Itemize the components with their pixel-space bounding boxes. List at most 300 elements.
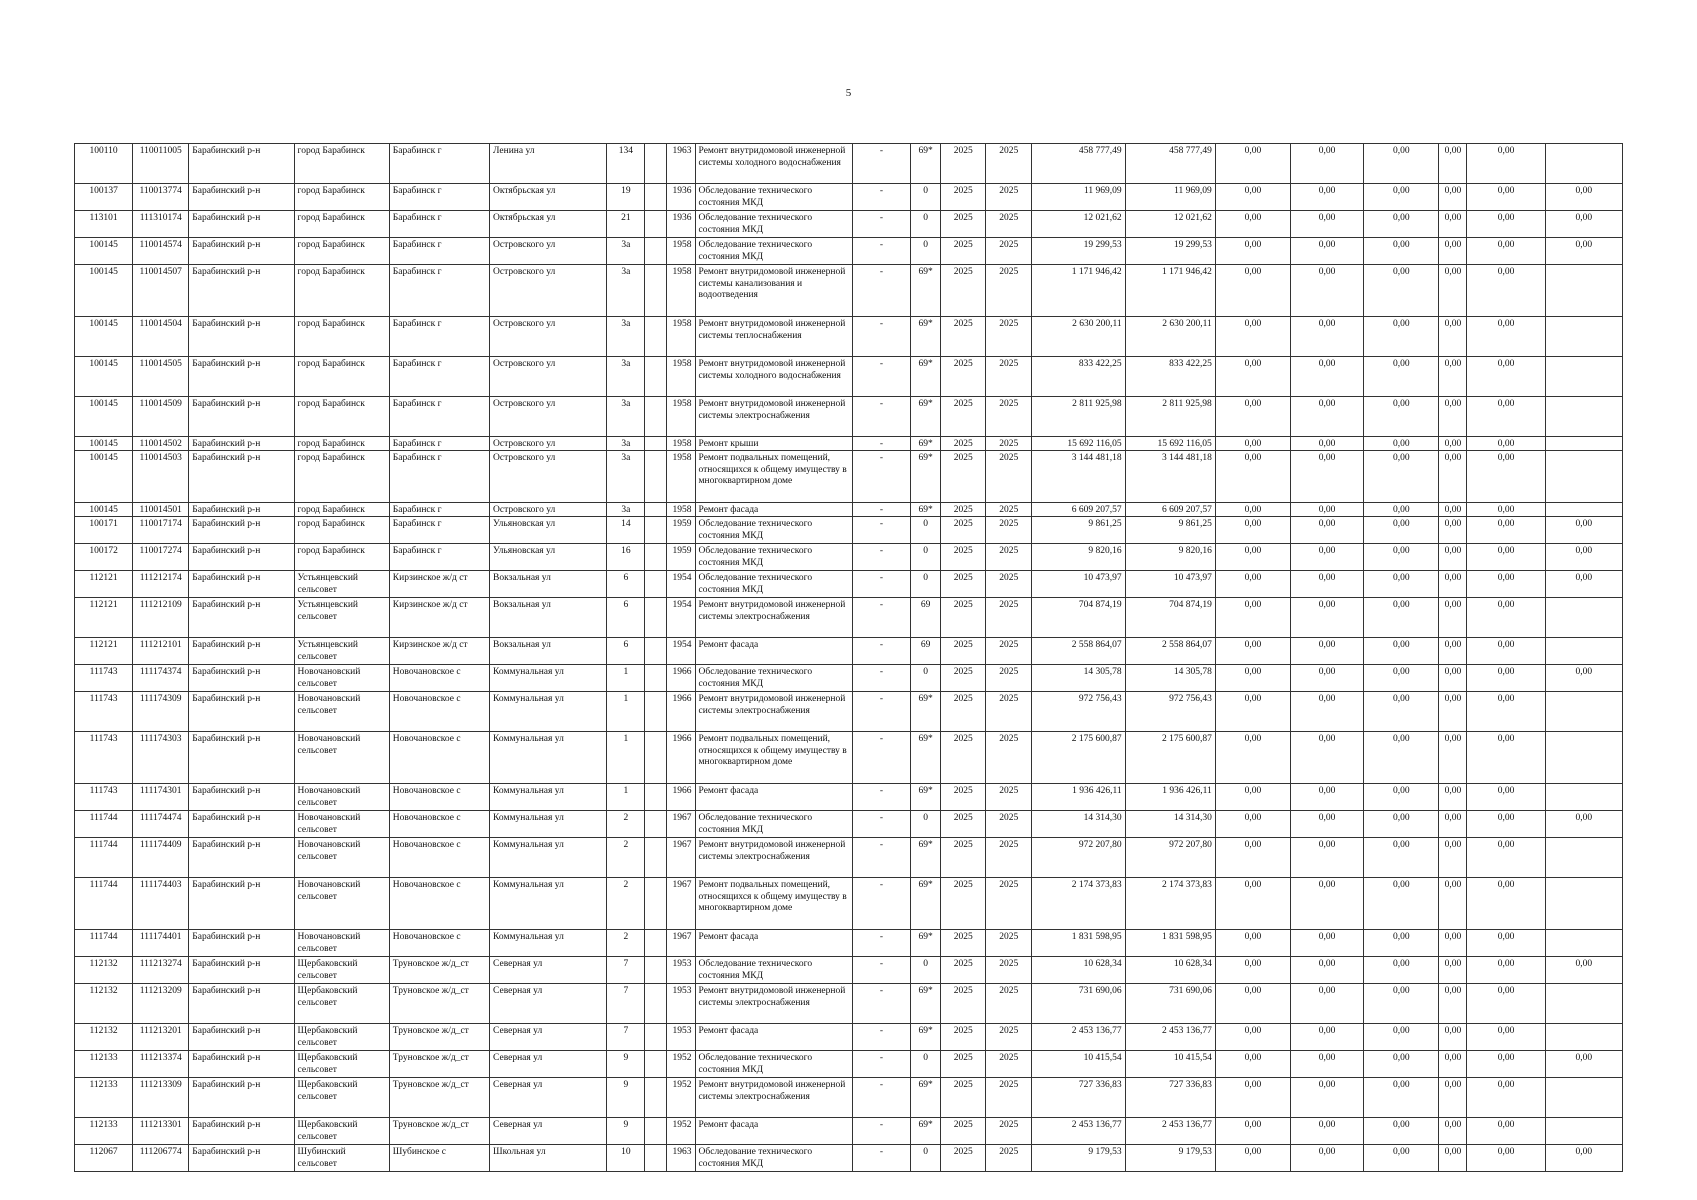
cell-building [645,1051,667,1078]
cell-empty-marker: - [852,1118,910,1145]
cell-municipality: Новочановский сельсовет [294,838,389,878]
cell-other-amount: 0,00 [1467,957,1545,984]
cell-district: Барабинский р-н [189,598,294,638]
cell-local-amount: 0,00 [1364,878,1439,930]
cell-federal-amount: 0,00 [1215,1024,1290,1051]
cell-house-number: 6 [607,638,645,665]
table-row [75,265,1623,317]
cell-empty-marker: - [852,437,910,451]
cell-house-number: 2 [607,930,645,957]
cell-fund-amount: 2 453 136,77 [1125,1024,1215,1051]
cell-owners-amount: 0,00 [1439,638,1467,665]
cell-work-id: 110017174 [133,517,189,544]
cell-district: Барабинский р-н [189,265,294,317]
cell-total-cost: 2 453 136,77 [1032,1024,1125,1051]
cell-house-number: 9 [607,1078,645,1118]
cell-house-number: 1 [607,665,645,692]
cell-object-id: 100110 [75,144,133,184]
cell-other-amount: 0,00 [1467,811,1545,838]
table-row [75,878,1623,930]
table-row [75,1024,1623,1051]
cell-municipality: Новочановский сельсовет [294,930,389,957]
cell-object-id: 100145 [75,265,133,317]
cell-municipality: Новочановский сельсовет [294,811,389,838]
cell-building [645,838,667,878]
cell-federal-amount: 0,00 [1215,692,1290,732]
cell-municipality: Устьянцевский сельсовет [294,598,389,638]
cell-owners-amount: 0,00 [1439,571,1467,598]
cell-local-amount: 0,00 [1364,144,1439,184]
cell-empty-marker: - [852,732,910,784]
cell-total-cost: 3 144 481,18 [1032,451,1125,503]
cell-year-end: 2025 [986,1078,1032,1118]
cell-municipality: Щербаковский сельсовет [294,984,389,1024]
cell-house-number: 1 [607,784,645,811]
table-row [75,811,1623,838]
cell-street: Коммунальная ул [490,930,607,957]
cell-year-start: 2025 [941,692,986,732]
cell-house-number: 3а [607,397,645,437]
cell-wear-percent: 69* [911,317,941,357]
cell-object-id: 112121 [75,638,133,665]
cell-regional-amount: 0,00 [1291,784,1364,811]
cell-work-type: Обследование технического состояния МКД [695,211,852,238]
cell-empty-marker: - [852,1078,910,1118]
cell-federal-amount: 0,00 [1215,957,1290,984]
cell-extra-amount [1545,357,1622,397]
cell-federal-amount: 0,00 [1215,144,1290,184]
cell-object-id: 112132 [75,1024,133,1051]
cell-district: Барабинский р-н [189,317,294,357]
cell-object-id: 112133 [75,1051,133,1078]
cell-settlement: Барабинск г [389,357,489,397]
cell-fund-amount: 19 299,53 [1125,238,1215,265]
cell-other-amount: 0,00 [1467,184,1545,211]
cell-other-amount: 0,00 [1467,732,1545,784]
cell-district: Барабинский р-н [189,1051,294,1078]
cell-street: Островского ул [490,317,607,357]
cell-regional-amount: 0,00 [1291,437,1364,451]
cell-work-type: Обследование технического состояния МКД [695,544,852,571]
cell-federal-amount: 0,00 [1215,503,1290,517]
cell-other-amount: 0,00 [1467,692,1545,732]
cell-district: Барабинский р-н [189,638,294,665]
cell-owners-amount: 0,00 [1439,1118,1467,1145]
cell-extra-amount [1545,692,1622,732]
cell-other-amount: 0,00 [1467,317,1545,357]
cell-year-end: 2025 [986,598,1032,638]
cell-street: Октябрьская ул [490,211,607,238]
cell-other-amount: 0,00 [1467,784,1545,811]
cell-work-id: 111174374 [133,665,189,692]
cell-municipality: город Барабинск [294,397,389,437]
cell-wear-percent: 69* [911,1024,941,1051]
cell-house-number: 19 [607,184,645,211]
cell-object-id: 111744 [75,838,133,878]
cell-settlement: Новочановское с [389,811,489,838]
cell-work-type: Обследование технического состояния МКД [695,238,852,265]
cell-year-end: 2025 [986,1051,1032,1078]
cell-year-built: 1936 [667,184,695,211]
cell-street: Октябрьская ул [490,184,607,211]
page-number: 5 [845,87,852,99]
cell-street: Вокзальная ул [490,571,607,598]
cell-work-type: Обследование технического состояния МКД [695,517,852,544]
cell-year-built: 1958 [667,317,695,357]
cell-year-built: 1967 [667,878,695,930]
cell-extra-amount: 0,00 [1545,571,1622,598]
cell-year-end: 2025 [986,1145,1032,1172]
cell-owners-amount: 0,00 [1439,437,1467,451]
cell-federal-amount: 0,00 [1215,878,1290,930]
cell-local-amount: 0,00 [1364,451,1439,503]
cell-work-id: 111310174 [133,211,189,238]
cell-regional-amount: 0,00 [1291,838,1364,878]
cell-fund-amount: 2 174 373,83 [1125,878,1215,930]
cell-house-number: 2 [607,838,645,878]
cell-settlement: Труновское ж/д_ст [389,1024,489,1051]
cell-municipality: город Барабинск [294,317,389,357]
cell-wear-percent: 0 [911,517,941,544]
cell-year-end: 2025 [986,184,1032,211]
cell-building [645,317,667,357]
cell-empty-marker: - [852,571,910,598]
cell-owners-amount: 0,00 [1439,238,1467,265]
cell-settlement: Шубинское с [389,1145,489,1172]
cell-total-cost: 10 473,97 [1032,571,1125,598]
cell-street: Островского ул [490,503,607,517]
cell-federal-amount: 0,00 [1215,357,1290,397]
cell-local-amount: 0,00 [1364,984,1439,1024]
cell-owners-amount: 0,00 [1439,211,1467,238]
cell-work-id: 110014505 [133,357,189,397]
cell-wear-percent: 0 [911,211,941,238]
table-row [75,144,1623,184]
cell-district: Барабинский р-н [189,665,294,692]
cell-fund-amount: 704 874,19 [1125,598,1215,638]
cell-district: Барабинский р-н [189,732,294,784]
cell-federal-amount: 0,00 [1215,1078,1290,1118]
cell-empty-marker: - [852,838,910,878]
cell-extra-amount: 0,00 [1545,665,1622,692]
cell-fund-amount: 727 336,83 [1125,1078,1215,1118]
cell-municipality: город Барабинск [294,211,389,238]
cell-other-amount: 0,00 [1467,211,1545,238]
cell-work-type: Ремонт фасада [695,503,852,517]
cell-total-cost: 2 453 136,77 [1032,1118,1125,1145]
cell-extra-amount [1545,1024,1622,1051]
cell-extra-amount: 0,00 [1545,957,1622,984]
cell-wear-percent: 0 [911,544,941,571]
cell-work-type: Ремонт внутридомовой инженерной системы электроснабжения [695,397,852,437]
cell-municipality: город Барабинск [294,437,389,451]
cell-empty-marker: - [852,265,910,317]
cell-building [645,930,667,957]
cell-street: Коммунальная ул [490,784,607,811]
cell-wear-percent: 69* [911,357,941,397]
cell-building [645,451,667,503]
cell-building [645,397,667,437]
cell-extra-amount [1545,503,1622,517]
cell-settlement: Новочановское с [389,784,489,811]
cell-year-built: 1958 [667,265,695,317]
cell-district: Барабинский р-н [189,184,294,211]
cell-federal-amount: 0,00 [1215,1051,1290,1078]
cell-house-number: 3а [607,238,645,265]
cell-wear-percent: 69* [911,1118,941,1145]
cell-work-id: 110014504 [133,317,189,357]
cell-work-type: Обследование технического состояния МКД [695,957,852,984]
cell-street: Северная ул [490,1024,607,1051]
cell-regional-amount: 0,00 [1291,692,1364,732]
cell-year-start: 2025 [941,397,986,437]
cell-fund-amount: 972 756,43 [1125,692,1215,732]
cell-building [645,1078,667,1118]
cell-empty-marker: - [852,811,910,838]
cell-street: Северная ул [490,1051,607,1078]
cell-municipality: Щербаковский сельсовет [294,957,389,984]
table-row [75,1078,1623,1118]
cell-empty-marker: - [852,517,910,544]
cell-year-start: 2025 [941,451,986,503]
cell-regional-amount: 0,00 [1291,638,1364,665]
cell-federal-amount: 0,00 [1215,544,1290,571]
cell-district: Барабинский р-н [189,692,294,732]
cell-wear-percent: 0 [911,1051,941,1078]
cell-building [645,144,667,184]
cell-federal-amount: 0,00 [1215,317,1290,357]
cell-object-id: 112121 [75,598,133,638]
cell-building [645,638,667,665]
cell-street: Коммунальная ул [490,838,607,878]
cell-other-amount: 0,00 [1467,930,1545,957]
cell-house-number: 3а [607,451,645,503]
cell-fund-amount: 15 692 116,05 [1125,437,1215,451]
cell-work-type: Ремонт подвальных помещений, относящихся к общему имуществу в многоквартирном доме [695,732,852,784]
cell-district: Барабинский р-н [189,544,294,571]
cell-other-amount: 0,00 [1467,1145,1545,1172]
cell-other-amount: 0,00 [1467,665,1545,692]
table-row [75,984,1623,1024]
cell-object-id: 112133 [75,1078,133,1118]
cell-local-amount: 0,00 [1364,397,1439,437]
cell-street: Коммунальная ул [490,665,607,692]
cell-local-amount: 0,00 [1364,784,1439,811]
cell-extra-amount: 0,00 [1545,544,1622,571]
cell-total-cost: 10 628,34 [1032,957,1125,984]
cell-street: Островского ул [490,265,607,317]
cell-work-id: 111174409 [133,838,189,878]
cell-municipality: город Барабинск [294,184,389,211]
cell-work-id: 110013774 [133,184,189,211]
cell-regional-amount: 0,00 [1291,544,1364,571]
cell-local-amount: 0,00 [1364,503,1439,517]
cell-fund-amount: 9 820,16 [1125,544,1215,571]
cell-year-built: 1958 [667,503,695,517]
cell-year-built: 1963 [667,144,695,184]
cell-municipality: город Барабинск [294,357,389,397]
cell-wear-percent: 69 [911,598,941,638]
cell-object-id: 100145 [75,357,133,397]
cell-object-id: 111743 [75,732,133,784]
cell-total-cost: 9 820,16 [1032,544,1125,571]
cell-district: Барабинский р-н [189,357,294,397]
cell-street: Островского ул [490,451,607,503]
cell-work-id: 110014574 [133,238,189,265]
cell-building [645,732,667,784]
cell-street: Ульяновская ул [490,517,607,544]
cell-regional-amount: 0,00 [1291,451,1364,503]
cell-federal-amount: 0,00 [1215,784,1290,811]
cell-wear-percent: 69* [911,984,941,1024]
cell-local-amount: 0,00 [1364,692,1439,732]
cell-house-number: 14 [607,517,645,544]
cell-local-amount: 0,00 [1364,317,1439,357]
cell-work-type: Ремонт фасада [695,638,852,665]
cell-other-amount: 0,00 [1467,144,1545,184]
cell-extra-amount [1545,397,1622,437]
cell-empty-marker: - [852,598,910,638]
cell-extra-amount [1545,317,1622,357]
cell-wear-percent: 69* [911,397,941,437]
cell-work-id: 111174474 [133,811,189,838]
cell-federal-amount: 0,00 [1215,930,1290,957]
cell-district: Барабинский р-н [189,144,294,184]
cell-empty-marker: - [852,984,910,1024]
cell-wear-percent: 69* [911,1078,941,1118]
table-row [75,357,1623,397]
table-row [75,784,1623,811]
cell-house-number: 9 [607,1051,645,1078]
cell-local-amount: 0,00 [1364,1024,1439,1051]
cell-street: Северная ул [490,1118,607,1145]
cell-year-built: 1952 [667,1051,695,1078]
cell-district: Барабинский р-н [189,838,294,878]
cell-local-amount: 0,00 [1364,811,1439,838]
cell-extra-amount: 0,00 [1545,238,1622,265]
cell-work-id: 111174309 [133,692,189,732]
cell-municipality: Щербаковский сельсовет [294,1024,389,1051]
cell-extra-amount [1545,598,1622,638]
cell-total-cost: 833 422,25 [1032,357,1125,397]
cell-extra-amount [1545,451,1622,503]
cell-year-built: 1958 [667,451,695,503]
cell-settlement: Барабинск г [389,211,489,238]
cell-building [645,1145,667,1172]
cell-local-amount: 0,00 [1364,211,1439,238]
cell-empty-marker: - [852,211,910,238]
cell-empty-marker: - [852,665,910,692]
cell-year-end: 2025 [986,878,1032,930]
cell-settlement: Труновское ж/д_ст [389,957,489,984]
cell-owners-amount: 0,00 [1439,317,1467,357]
cell-fund-amount: 972 207,80 [1125,838,1215,878]
cell-wear-percent: 0 [911,665,941,692]
cell-federal-amount: 0,00 [1215,184,1290,211]
cell-federal-amount: 0,00 [1215,211,1290,238]
cell-regional-amount: 0,00 [1291,957,1364,984]
cell-work-id: 110014509 [133,397,189,437]
cell-owners-amount: 0,00 [1439,265,1467,317]
cell-regional-amount: 0,00 [1291,878,1364,930]
cell-year-start: 2025 [941,665,986,692]
cell-federal-amount: 0,00 [1215,451,1290,503]
cell-year-end: 2025 [986,397,1032,437]
cell-work-type: Обследование технического состояния МКД [695,184,852,211]
cell-owners-amount: 0,00 [1439,1078,1467,1118]
cell-wear-percent: 69* [911,838,941,878]
cell-year-built: 1958 [667,437,695,451]
cell-work-id: 111213201 [133,1024,189,1051]
cell-year-start: 2025 [941,784,986,811]
cell-regional-amount: 0,00 [1291,984,1364,1024]
cell-work-id: 111213301 [133,1118,189,1145]
cell-year-built: 1959 [667,544,695,571]
cell-building [645,665,667,692]
cell-federal-amount: 0,00 [1215,732,1290,784]
cell-municipality: Щербаковский сельсовет [294,1051,389,1078]
cell-year-end: 2025 [986,211,1032,238]
cell-wear-percent: 0 [911,238,941,265]
cell-local-amount: 0,00 [1364,184,1439,211]
cell-total-cost: 6 609 207,57 [1032,503,1125,517]
cell-other-amount: 0,00 [1467,571,1545,598]
cell-street: Коммунальная ул [490,878,607,930]
cell-other-amount: 0,00 [1467,1118,1545,1145]
cell-district: Барабинский р-н [189,1118,294,1145]
table-row [75,451,1623,503]
cell-object-id: 100145 [75,238,133,265]
cell-house-number: 3а [607,503,645,517]
cell-work-type: Ремонт внутридомовой инженерной системы электроснабжения [695,598,852,638]
cell-federal-amount: 0,00 [1215,665,1290,692]
cell-empty-marker: - [852,784,910,811]
cell-house-number: 7 [607,957,645,984]
cell-year-end: 2025 [986,838,1032,878]
cell-extra-amount [1545,144,1622,184]
cell-street: Северная ул [490,984,607,1024]
cell-year-built: 1958 [667,238,695,265]
cell-year-end: 2025 [986,357,1032,397]
table-row [75,1051,1623,1078]
cell-district: Барабинский р-н [189,211,294,238]
cell-wear-percent: 0 [911,184,941,211]
cell-building [645,784,667,811]
cell-year-start: 2025 [941,317,986,357]
cell-municipality: город Барабинск [294,451,389,503]
cell-total-cost: 704 874,19 [1032,598,1125,638]
table-row [75,598,1623,638]
cell-total-cost: 727 336,83 [1032,1078,1125,1118]
cell-municipality: Новочановский сельсовет [294,665,389,692]
cell-wear-percent: 0 [911,1145,941,1172]
cell-year-built: 1952 [667,1078,695,1118]
cell-work-id: 111213209 [133,984,189,1024]
cell-year-built: 1953 [667,1024,695,1051]
cell-total-cost: 15 692 116,05 [1032,437,1125,451]
cell-building [645,211,667,238]
cell-year-built: 1959 [667,517,695,544]
cell-owners-amount: 0,00 [1439,838,1467,878]
cell-year-built: 1958 [667,357,695,397]
cell-house-number: 3а [607,437,645,451]
cell-building [645,357,667,397]
cell-other-amount: 0,00 [1467,451,1545,503]
cell-owners-amount: 0,00 [1439,517,1467,544]
cell-fund-amount: 12 021,62 [1125,211,1215,238]
cell-extra-amount: 0,00 [1545,517,1622,544]
cell-owners-amount: 0,00 [1439,397,1467,437]
